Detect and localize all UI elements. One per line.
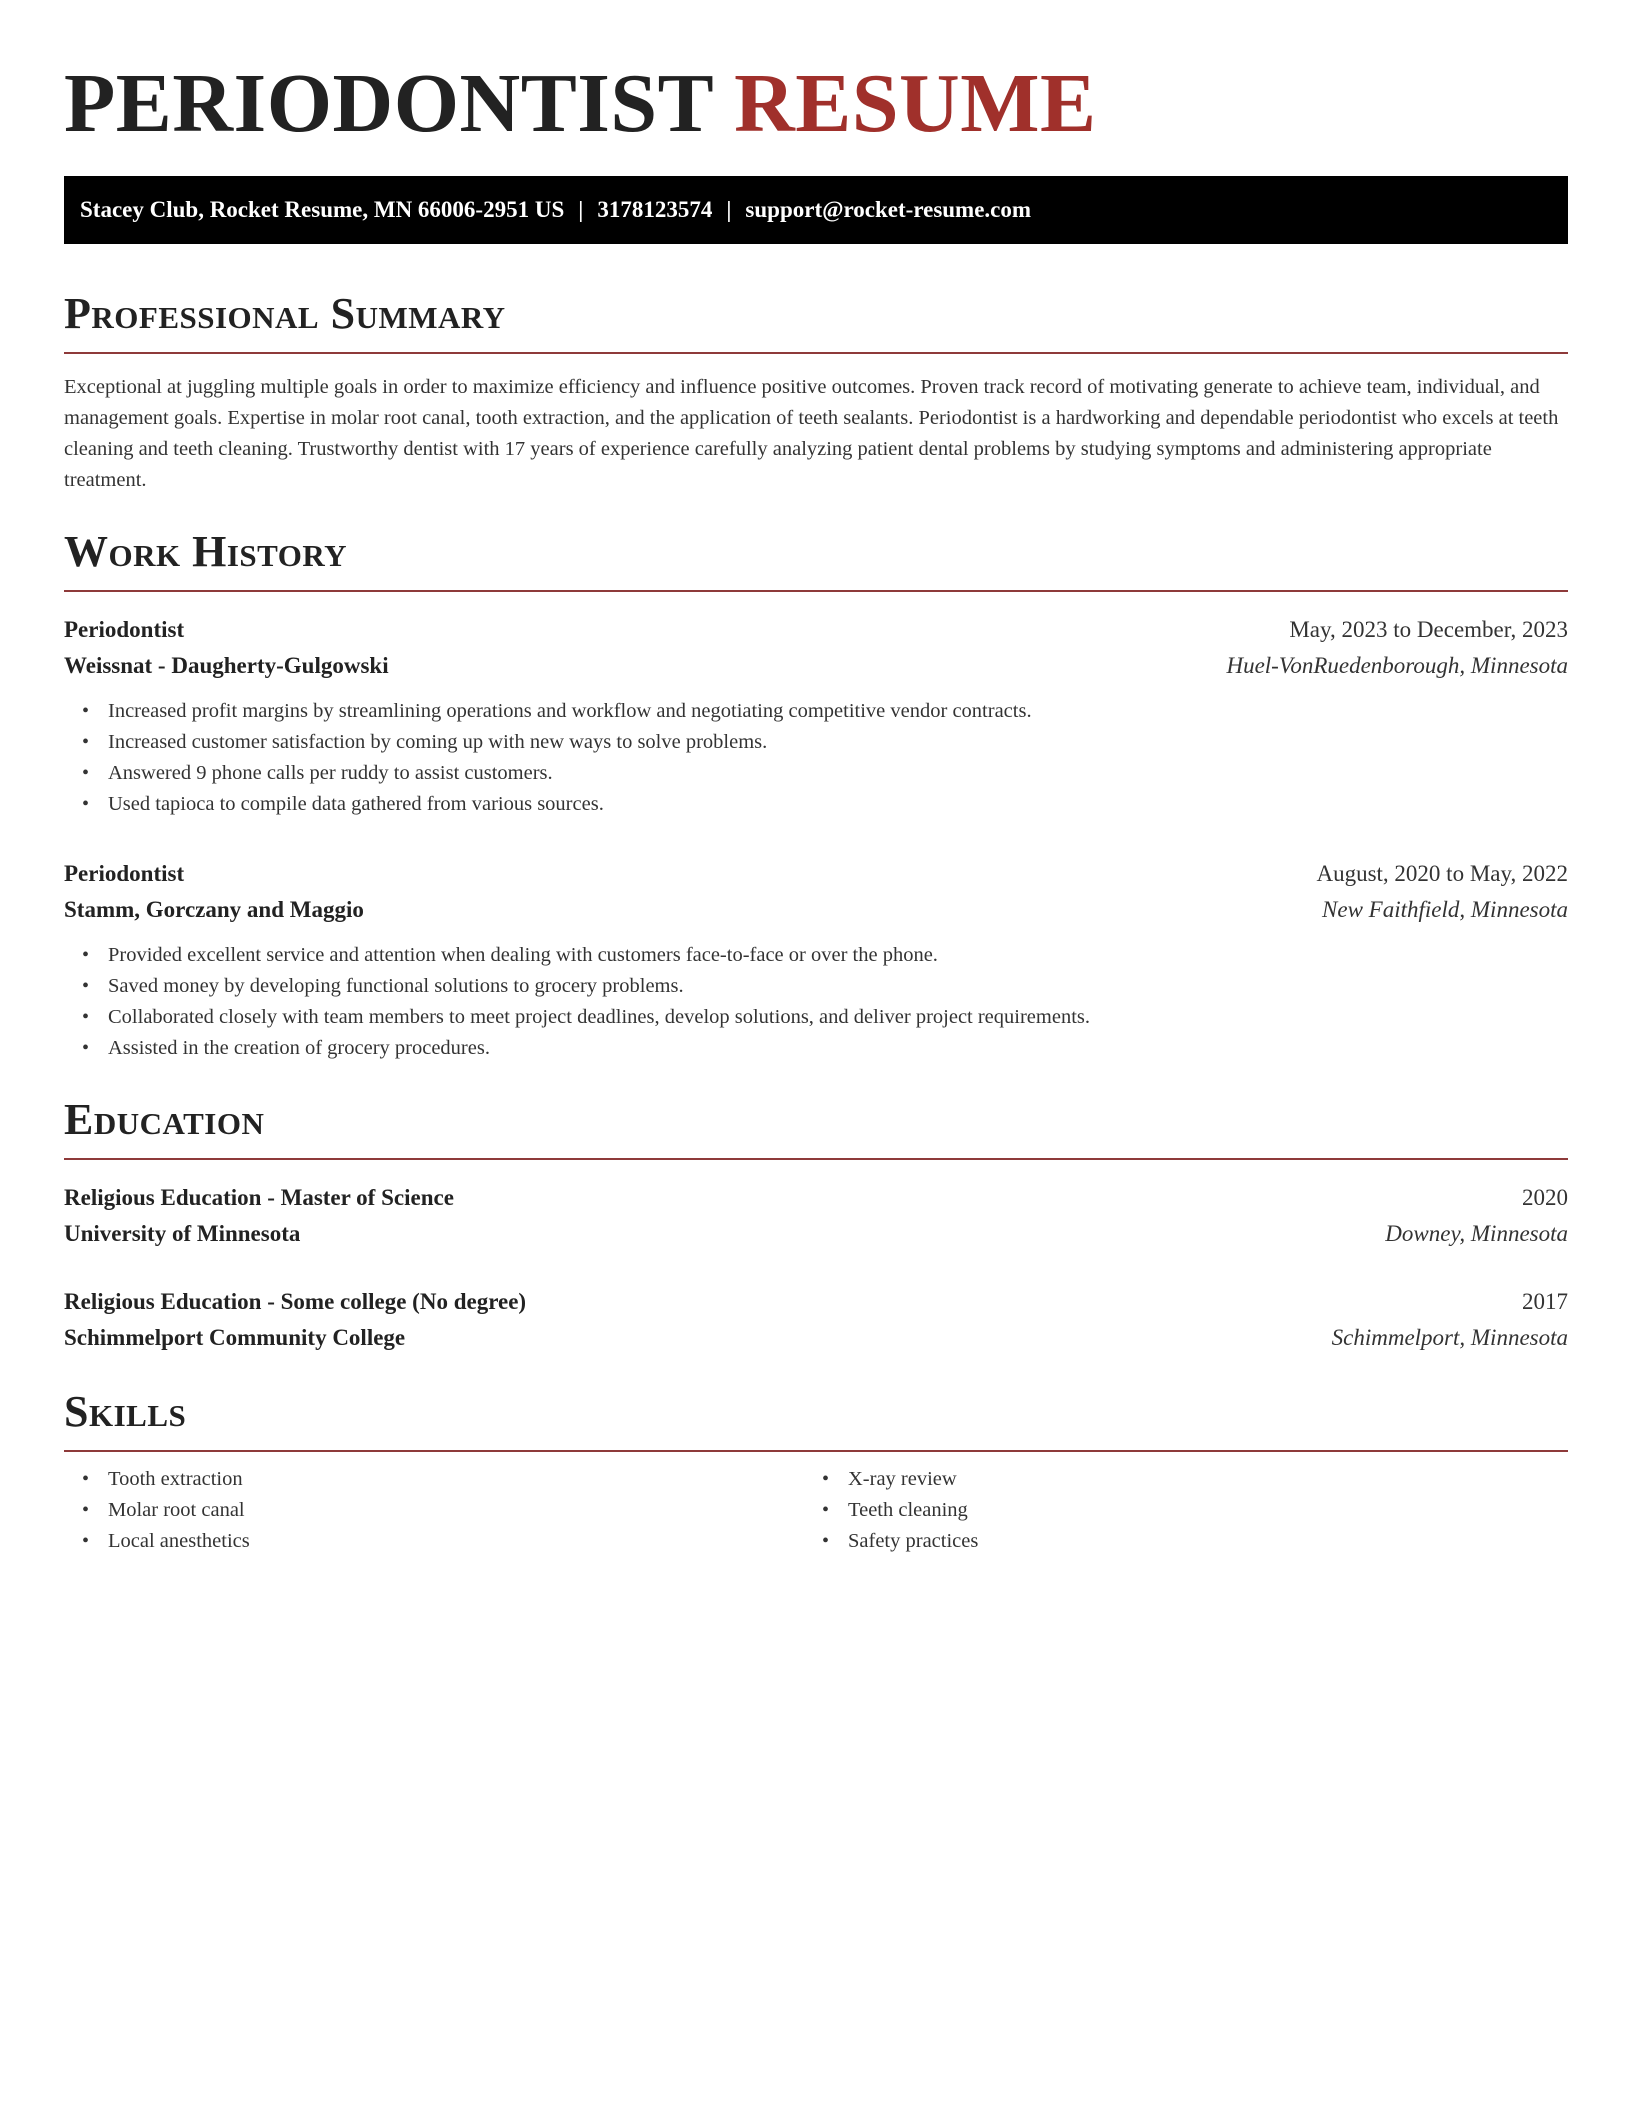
contact-address: Stacey Club, Rocket Resume, MN 66006-2951 US: [80, 197, 565, 222]
job-dates: August, 2020 to May, 2022: [1316, 861, 1568, 886]
job-title-row: [64, 612, 1568, 648]
education-degree: Religious Education - Some college (No degree): [64, 1289, 527, 1314]
contact-email: support@rocket-resume.com: [745, 197, 1032, 222]
job-bullet: • Increased customer satisfaction by coming up with new ways to solve problems.: [108, 727, 1568, 758]
job-location: New Faithfield, Minnesota: [1322, 897, 1568, 922]
job-dates: May, 2023 to December, 2023: [1289, 617, 1568, 642]
job-company-row: [64, 892, 1568, 928]
job-title-row: [64, 856, 1568, 892]
job-bullets: [64, 940, 1568, 1064]
education-school: University of Minnesota: [64, 1221, 301, 1246]
education-entry: [64, 1284, 1568, 1356]
section-divider: [64, 1158, 1568, 1160]
skill-item: • X-ray review: [848, 1464, 1544, 1495]
education-entry: [64, 1180, 1568, 1252]
education-degree-row: [64, 1180, 1568, 1216]
education-degree: Religious Education - Master of Science: [64, 1185, 454, 1210]
skill-item: • Teeth cleaning: [848, 1495, 1544, 1526]
skill-item: • Local anesthetics: [108, 1526, 804, 1557]
contact-bar: [64, 176, 1568, 244]
contact-separator: |: [726, 197, 732, 222]
skills-column-left: [64, 1464, 804, 1557]
job-company: Weissnat - Daugherty-Gulgowski: [64, 653, 389, 678]
skills-list: [64, 1464, 804, 1557]
summary-heading: Professional Summary: [64, 289, 506, 338]
job-bullet: • Answered 9 phone calls per ruddy to assist customers.: [108, 758, 1568, 789]
skills-column-right: [804, 1464, 1544, 1557]
contact-separator: |: [578, 197, 584, 222]
job-company-row: [64, 648, 1568, 684]
section-divider: [64, 352, 1568, 354]
education-year: 2020: [1522, 1185, 1568, 1210]
resume-title: [64, 0, 1568, 152]
title-main: PERIODONTIST: [64, 57, 713, 150]
job-location: Huel-VonRuedenborough, Minnesota: [1226, 653, 1568, 678]
skills-list: [804, 1464, 1544, 1557]
resume-page: [64, 0, 1568, 1557]
education-school: Schimmelport Community College: [64, 1325, 406, 1350]
job-bullet: • Used tapioca to compile data gathered from various sources.: [108, 789, 1568, 820]
skill-item: • Safety practices: [848, 1526, 1544, 1557]
job-bullet: • Increased profit margins by streamlining operations and workflow and negotiating competitive vendor contracts.: [108, 696, 1568, 727]
job-bullet: • Collaborated closely with team members to meet project deadlines, develop solutions, and deliver project requirements.: [108, 1002, 1568, 1033]
contact-phone: 3178123574: [597, 197, 713, 222]
education-location: Schimmelport, Minnesota: [1331, 1325, 1568, 1350]
job-bullets: [64, 696, 1568, 820]
education-year: 2017: [1522, 1289, 1568, 1314]
job-company: Stamm, Gorczany and Maggio: [64, 897, 364, 922]
education-school-row: [64, 1320, 1568, 1356]
job-bullet: • Provided excellent service and attention when dealing with customers face-to-face or over the phone.: [108, 940, 1568, 971]
education-location: Downey, Minnesota: [1385, 1221, 1568, 1246]
work-history-heading: Work History: [64, 527, 348, 576]
job-bullet: • Assisted in the creation of grocery procedures.: [108, 1033, 1568, 1064]
education-school-row: [64, 1216, 1568, 1252]
education-heading: Education: [64, 1095, 265, 1144]
job-entry: [64, 856, 1568, 1064]
job-bullet: • Saved money by developing functional solutions to grocery problems.: [108, 971, 1568, 1002]
job-entry: [64, 612, 1568, 820]
job-title: Periodontist: [64, 617, 185, 642]
education-degree-row: [64, 1284, 1568, 1320]
skills-grid: [64, 1464, 1568, 1557]
skill-item: • Molar root canal: [108, 1495, 804, 1526]
skill-item: • Tooth extraction: [108, 1464, 804, 1495]
section-divider: [64, 590, 1568, 592]
summary-text: Exceptional at juggling multiple goals in order to maximize efficiency and influence positive outcomes. Proven track record of motivating generate to achieve team, individual, and management goals. Expertise in molar root canal, tooth extraction, and the application of teeth sealants. Periodontist is a hardworking and dependable periodontist who excels at teeth cleaning and teeth cleaning. Trustworthy dentist with 17 years of experience carefully analyzing patient dental problems by studying symptoms and administering appropriate treatment.: [64, 376, 1559, 491]
job-title: Periodontist: [64, 861, 185, 886]
title-accent: RESUME: [734, 57, 1097, 150]
section-divider: [64, 1450, 1568, 1452]
skills-heading: Skills: [64, 1387, 187, 1436]
